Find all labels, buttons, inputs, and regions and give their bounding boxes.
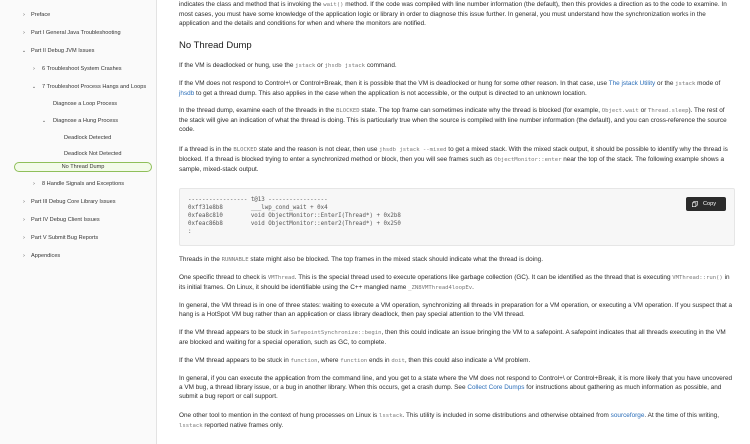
inline-code: VMThread <box>267 275 295 281</box>
text: to get a mixed stack. With the mixed stack output, it should be possible to identify why the thread is blocked. If a thread is blocked trying to enter a synchronized method or block, then you will see frames such as <box>179 146 728 163</box>
text: , then this could also indicate a VM problem. <box>404 357 531 364</box>
text: ). The rest of the stack will give an indication of what the thread is doing. This is particularly true when the source is compiled with line number information (the default), and you can cross-reference the source code. <box>179 107 727 133</box>
code-line: 0xfeac86b8 void ObjectMonitor::enter2(Thread*) + 0x250 <box>188 221 401 227</box>
code-example-block <box>179 188 735 246</box>
paragraph-6 <box>179 273 735 293</box>
chevron-right-icon[interactable]: › <box>33 66 35 72</box>
sourceforge-link[interactable]: sourceforge <box>610 412 645 419</box>
text: reported native frames only. <box>202 422 284 429</box>
paragraph-1 <box>179 61 735 71</box>
text: , then this could indicate an issue bringing the VM to a safepoint. A safepoint indicates that all threads executing in the VM are blocked and waiting for a special operation, such as GC, to complete. <box>179 329 726 346</box>
text: In the thread dump, examine each of the threads in the <box>179 107 337 114</box>
text: One other tool to mention in the context of hung processes on Linux is <box>179 412 380 419</box>
copy-label: Copy <box>703 201 717 207</box>
sidebar-item-preface[interactable]: › Preface <box>0 7 157 23</box>
text: to get a thread dump. This also applies in the case when the application is not accessible, or the output is directed to an unknown location. <box>194 90 587 97</box>
sidebar-item-deadlock-detected[interactable]: Deadlock Detected <box>64 135 112 141</box>
paragraph-9 <box>179 356 735 366</box>
code-line: ----------------- t@13 ----------------- <box>188 197 328 203</box>
sidebar-nav <box>0 0 157 444</box>
text: indicates the class and method that is invoking the <box>179 1 324 8</box>
inline-code: jstack <box>295 63 316 69</box>
text: command. <box>365 62 397 69</box>
text: If the VM is deadlocked or hung, use the <box>179 62 296 69</box>
sidebar-item-diagnose-hung[interactable]: ⌄ Diagnose a Hung Process <box>0 113 157 129</box>
paragraph-11 <box>179 411 735 431</box>
text: or the <box>655 80 676 87</box>
inline-code: function <box>290 358 318 364</box>
inline-code: doit <box>391 358 405 364</box>
text: If the VM thread appears to be stuck in <box>179 329 291 336</box>
inline-code: Object.wait <box>601 108 639 114</box>
paragraph-8 <box>179 328 735 347</box>
collect-core-dumps-link[interactable]: Collect Core Dumps <box>467 384 525 391</box>
sidebar-item-part-2[interactable]: ⌄ Part II Debug JVM Issues <box>0 43 157 59</box>
chevron-right-icon[interactable]: › <box>23 235 25 241</box>
jhsdb-link[interactable]: jhsdb <box>179 90 195 97</box>
text: If a thread is in the <box>179 146 234 153</box>
chevron-right-icon[interactable]: › <box>23 253 25 259</box>
chevron-right-icon[interactable]: › <box>23 217 25 223</box>
sidebar-item-chapter-6[interactable]: › 6 Troubleshoot System Crashes <box>0 61 157 77</box>
sidebar-item-chapter-8[interactable]: › 8 Handle Signals and Exceptions <box>0 176 157 192</box>
inline-code: BLOCKED <box>233 147 257 153</box>
chevron-right-icon[interactable]: › <box>23 12 25 18</box>
chevron-down-icon[interactable]: ⌄ <box>21 48 27 54</box>
text: or <box>638 107 649 114</box>
paragraph-10 <box>179 374 735 401</box>
text: mode of <box>695 80 721 87</box>
inline-code: lsstack <box>179 423 203 429</box>
text: . This utility is included in some distributions and otherwise obtained from <box>402 412 611 419</box>
paragraph-5 <box>179 255 735 265</box>
text: . <box>472 284 474 291</box>
inline-code: Thread.sleep <box>648 108 689 114</box>
text: If the VM thread appears to be stuck in <box>179 357 291 364</box>
inline-code: wait() <box>323 2 344 8</box>
sidebar-item-deadlock-not-detected[interactable]: Deadlock Not Detected <box>64 151 122 157</box>
sidebar-item-part-5[interactable]: › Part V Submit Bug Reports <box>0 230 157 246</box>
text: Threads in the <box>179 256 222 263</box>
inline-code: jhsdb jstack <box>324 63 366 69</box>
text: or <box>315 62 325 69</box>
paragraph-2 <box>179 79 735 98</box>
sidebar-item-diagnose-loop[interactable]: Diagnose a Loop Process <box>53 101 118 107</box>
inline-code: function <box>340 358 368 364</box>
text: One specific thread to check is <box>179 274 268 281</box>
text: state. The top frame can sometimes indicate why the thread is blocked (for example, <box>359 107 602 114</box>
sidebar-item-appendices[interactable]: › Appendices <box>0 248 157 264</box>
text: near the top of the stack. The following example shows a sample, mixed-stack output. <box>179 156 725 173</box>
inline-code: RUNNABLE <box>221 257 249 263</box>
code-line: : <box>188 229 192 235</box>
paragraph-4 <box>179 145 735 174</box>
text: . This is the special thread used to execute operations like garbage collection (GC). It can be identified as the thread that is executing <box>294 274 673 281</box>
text: in its initial frames. On Linux, it should be identifiable using the C++ mangled name <box>179 274 730 291</box>
intro-paragraph <box>179 0 735 28</box>
text: In general, if you can execute the application from the command line, and you get to a state where the VM does not respond to Control+\ or Control+Break, it is more likely that you have uncovered a VM bug, a thread library issue, or a bug in another library. When this occurs, get a crash dump. See <box>179 375 733 391</box>
inline-code: _ZN8VMThread4loopEv <box>408 285 473 291</box>
inline-code: VMThread::run() <box>672 275 723 281</box>
text: method. If the code was compiled with line number information (the default), then this provides a direction as to the code to examine. In most cases, you must have some knowledge of the application logic or library in order to diagnose this issue further. In general, you must understand how the synchronization works in the application and the details and conditions for when and where the monitors are notified. <box>179 1 727 27</box>
code-line: 0xff31e8b8 ___lwp_cond_wait + 0x4 <box>188 205 328 211</box>
code-line: 0xfea8c810 void ObjectMonitor::EnterI(Thread*) + 0x2b8 <box>188 213 401 219</box>
inline-code: BLOCKED <box>336 108 360 114</box>
copy-button[interactable] <box>686 197 726 211</box>
inline-code: ObjectMonitor::enter <box>494 157 562 163</box>
chevron-right-icon[interactable]: › <box>23 199 25 205</box>
text: If the VM does not respond to Control+\ or Control+Break, then it is possible that the VM is deadlocked or hung for some other reason. In that case, use <box>179 80 609 87</box>
sidebar-item-chapter-7[interactable]: ⌄ 7 Troubleshoot Process Hangs and Loops <box>0 79 157 95</box>
inline-code: jstack <box>675 81 696 87</box>
section-title: No Thread Dump <box>179 40 252 51</box>
paragraph-3 <box>179 106 735 134</box>
jstack-utility-link[interactable]: The jstack Utility <box>608 80 656 87</box>
text: In general, the VM thread is in one of three states: waiting to execute a VM operation, synchronizing all threads in preparation for a VM operation, or executing a VM operation. If you suspect that a hang is a HotSpot VM bug rather than an application or class library deadlock, then pay special attention to the VM thread. <box>179 302 733 318</box>
text: state might also be blocked. The top frames in the mixed stack should indicate what the thread is doing. <box>248 256 543 263</box>
text: state and the reason is not clear, then use <box>256 146 380 153</box>
text: . At the time of this writing, <box>644 412 719 419</box>
chevron-down-icon[interactable]: ⌄ <box>41 118 47 124</box>
sidebar-item-part-1[interactable]: › Part I General Java Troubleshooting <box>0 25 157 41</box>
chevron-right-icon[interactable]: › <box>33 181 35 187</box>
text: ends in <box>367 357 392 364</box>
chevron-down-icon[interactable]: ⌄ <box>31 84 37 90</box>
chevron-right-icon[interactable]: › <box>23 30 25 36</box>
text: for instructions about gathering as much information as possible, and submit a bug report or call support. <box>179 384 722 400</box>
sidebar-item-part-3[interactable]: › Part III Debug Core Library Issues <box>0 194 157 210</box>
inline-code: jhsdb jstack --mixed <box>379 147 447 153</box>
paragraph-7 <box>179 301 735 319</box>
copy-icon <box>692 201 698 207</box>
inline-code: lsstack <box>379 413 403 419</box>
text: , where <box>317 357 341 364</box>
inline-code: SafepointSynchronize::begin <box>290 330 382 336</box>
sidebar-item-no-thread-dump[interactable]: No Thread Dump <box>0 160 157 176</box>
sidebar-item-part-4[interactable]: › Part IV Debug Client Issues <box>0 212 157 228</box>
